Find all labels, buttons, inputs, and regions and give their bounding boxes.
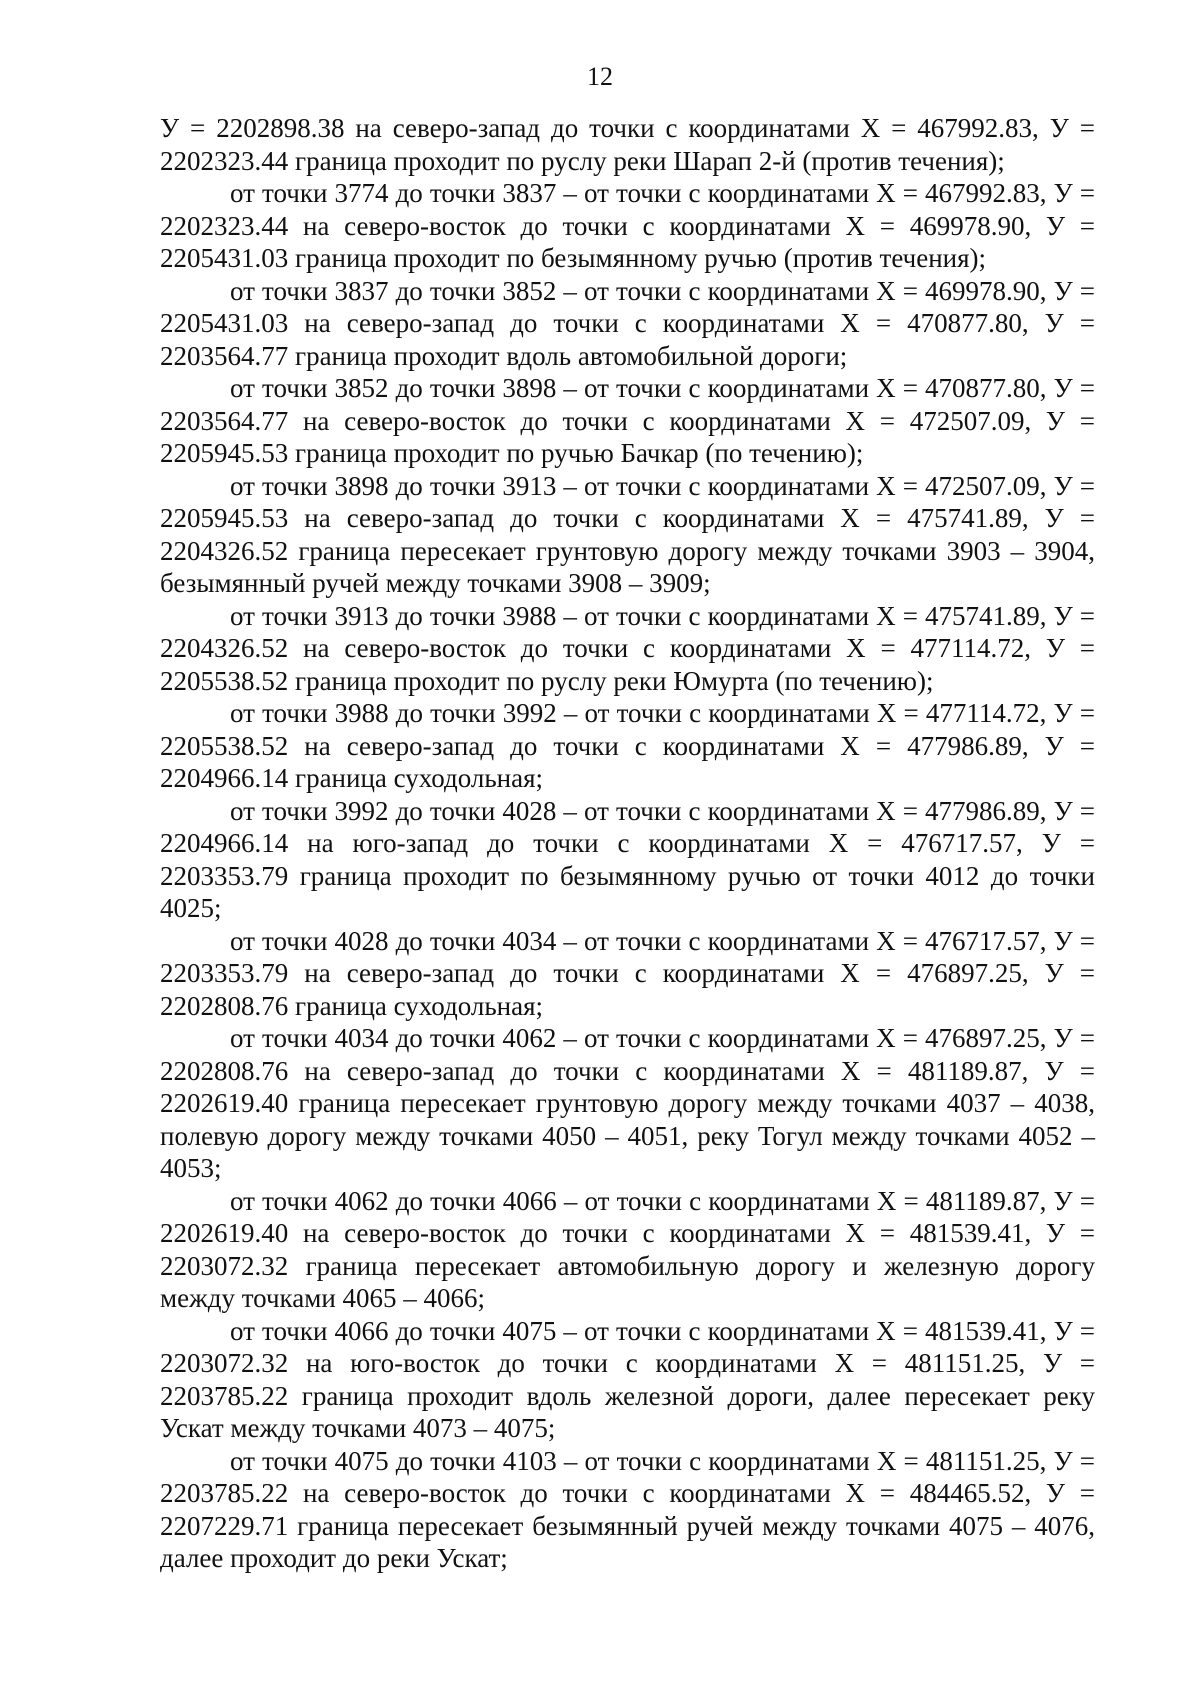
paragraph: от точки 3837 до точки 3852 – от точки с координатами Х = 469978.90, У = 2205431.03 на северо-запад до точки с координатами Х = 470877.80, У = 2203564.77 граница проходит вдоль автомобильной дороги; <box>160 275 1095 371</box>
paragraph: от точки 4034 до точки 4062 – от точки с координатами Х = 476897.25, У = 2202808.76 на северо-запад до точки с координатами Х = 481189.87, У = 2202619.40 граница пересекает грунтовую дорогу между точками 4037 – 4038, полевую дорогу между точками 4050 – 4051, реку Тогул между точками 4052 – 4053; <box>160 1023 1095 1183</box>
page-number: 12 <box>587 62 613 91</box>
paragraph: от точки 3988 до точки 3992 – от точки с координатами Х = 477114.72, У = 2205538.52 на северо-запад до точки с координатами Х = 477986.89, У = 2204966.14 граница суходольная; <box>160 698 1095 793</box>
paragraph: от точки 3992 до точки 4028 – от точки с координатами Х = 477986.89, У = 2204966.14 на юго-запад до точки с координатами Х = 476717.57, У = 2203353.79 граница проходит по безымянному ручью от точки 4012 до точки 4025; <box>160 795 1095 923</box>
paragraph: от точки 4066 до точки 4075 – от точки с координатами Х = 481539.41, У = 2203072.32 на юго-восток до точки с координатами Х = 481151.25, У = 2203785.22 граница проходит вдоль железной дороги, далее пересекает реку Ускат между точками 4073 – 4075; <box>160 1315 1095 1443</box>
paragraph: У = 2202898.38 на северо-запад до точки с координатами Х = 467992.83, У = 2202323.44 граница проходит по руслу реки Шарап 2-й (против течения); <box>160 113 1095 176</box>
document-body <box>160 112 1095 1575</box>
paragraph: от точки 4062 до точки 4066 – от точки с координатами Х = 481189.87, У = 2202619.40 на северо-восток до точки с координатами Х = 481539.41, У = 2203072.32 граница пересекает автомобильную дорогу и железную дорогу между точками 4065 – 4066; <box>160 1185 1095 1313</box>
paragraph: от точки 4075 до точки 4103 – от точки с координатами Х = 481151.25, У = 2203785.22 на северо-восток до точки с координатами Х = 484465.52, У = 2207229.71 граница пересекает безымянный ручей между точками 4075 – 4076, далее проходит до реки Ускат; <box>160 1445 1095 1573</box>
paragraph: от точки 3913 до точки 3988 – от точки с координатами Х = 475741.89, У = 2204326.52 на северо-восток до точки с координатами Х = 477114.72, У = 2205538.52 граница проходит по руслу реки Юмурта (по течению); <box>160 600 1095 696</box>
paragraph: от точки 3774 до точки 3837 – от точки с координатами Х = 467992.83, У = 2202323.44 на северо-восток до точки с координатами Х = 469978.90, У = 2205431.03 граница проходит по безымянному ручью (против течения); <box>160 178 1095 273</box>
paragraph: от точки 4028 до точки 4034 – от точки с координатами Х = 476717.57, У = 2203353.79 на северо-запад до точки с координатами Х = 476897.25, У = 2202808.76 граница суходольная; <box>160 925 1095 1021</box>
paragraph: от точки 3852 до точки 3898 – от точки с координатами Х = 470877.80, У = 2203564.77 на северо-восток до точки с координатами Х = 472507.09, У = 2205945.53 граница проходит по ручью Бачкар (по течению); <box>160 373 1095 468</box>
paragraph: от точки 3898 до точки 3913 – от точки с координатами Х = 472507.09, У = 2205945.53 на северо-запад до точки с координатами Х = 475741.89, У = 2204326.52 граница пересекает грунтовую дорогу между точками 3903 – 3904, безымянный ручей между точками 3908 – 3909; <box>160 470 1095 598</box>
